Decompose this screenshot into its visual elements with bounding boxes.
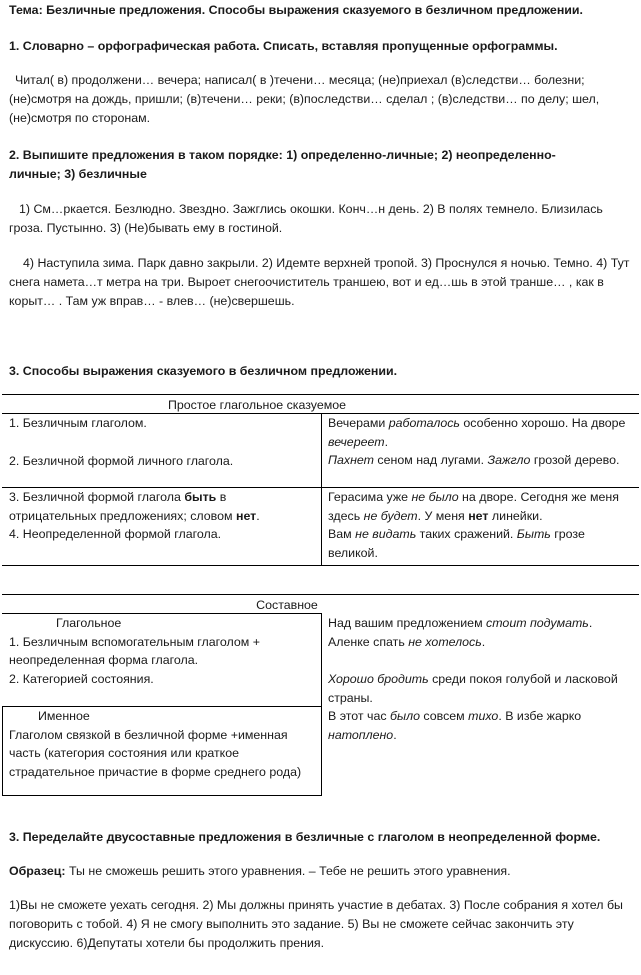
compound-nominal-cell bbox=[9, 707, 317, 781]
simple-example-3: Герасима уже не было на дворе. Сегодня же меня здесь не будет. У меня нет линейки. bbox=[328, 490, 619, 523]
compound-verbal-examples bbox=[328, 614, 630, 707]
task2-para1: 1) См…ркается. Безлюдно. Звездно. Зажглись окошки. Конч…н день. 2) В полях темнело. Близилась гроза. Пустынно. 3) (Не)бывать ему в гостиной. bbox=[9, 202, 603, 235]
compound-example-3: Хорошо бродить среди покоя голубой и ласковой страны. bbox=[328, 672, 618, 705]
simple-method-2: 2. Безличной формой личного глагола. bbox=[9, 453, 234, 468]
compound-nominal-examples bbox=[328, 707, 630, 744]
compound-verbal-item-1: 1. Безличным вспомогательным глаголом + неопределенная форма глагола. bbox=[9, 634, 260, 667]
sample-label: Образец: bbox=[9, 864, 66, 878]
task4-heading: 3. Переделайте двусоставные предложения в безличные с глаголом в неопределенной форме. bbox=[9, 830, 601, 844]
task1-heading: 1. Словарно – орфографическая работа. Списать, вставляя пропущенные орфограммы. bbox=[9, 39, 558, 53]
simple-example-4: Вам не видать таких сражений. Быть грозе великой. bbox=[328, 527, 585, 560]
task2-para2: 4) Наступила зима. Парк давно закрыли. 2) Идемте верхней тропой. 3) Проснулся я ночью. Темно. 4) Тут снега намета…т метра на три. Выроет снегоочиститель траншею, вот и ед…шь в этой транше… , как в корыт… . Там уж вправ… - влев… (не)свершешь. bbox=[9, 256, 630, 308]
task4-text: 1)Вы не сможете уехать сегодня. 2) Мы должны принять участие в дебатах. 3) После собрания я хотел бы поговорить с тобой. 4) Я не смогу выполнить это задание. 5) Вы не сможете сейчас закончить эту дискуссию. 6)Депутаты хотели бы продолжить прения. bbox=[9, 898, 623, 950]
compound-example-1: Над вашим предложением стоит подумать. bbox=[328, 616, 593, 630]
task3-heading: 3. Способы выражения сказуемого в безличном предложении. bbox=[9, 364, 398, 378]
task4-sample bbox=[9, 862, 635, 881]
simple-row1-left bbox=[9, 414, 317, 470]
task1-text: Читал( в) продолжени… вечера; написал( в )течени… месяца; (не)приехал (в)следстви… болезни; (не)смотря на дождь, пришли; (в)течени… реки; (в)последстви… сделал ; (в)следстви… по делу; шел,(не)смотря по сторонам. bbox=[9, 73, 600, 125]
compound-table-caption: Составное bbox=[256, 598, 318, 612]
task2-heading: 2. Выпишите предложения в таком порядке: 1) определенно-личные; 2) неопределенно-личные; 3) безличные bbox=[9, 148, 556, 181]
compound-nominal-text: Глаголом связкой в безличной форме +именная часть (категория состояния или краткое страдательное причастие в форме среднего рода) bbox=[9, 727, 302, 779]
compound-verbal-cell bbox=[9, 614, 317, 688]
simple-method-3: 3. Безличной формой глагола быть в отрицательных предложениях; словом нет. bbox=[9, 490, 260, 523]
compound-example-2: Аленке спать не хотелось. bbox=[328, 634, 486, 649]
compound-verbal-label: Глагольное bbox=[56, 616, 122, 630]
simple-method-4: 4. Неопределенной формой глагола. bbox=[9, 527, 222, 541]
simple-table-caption: Простое глагольное сказуемое bbox=[167, 398, 347, 412]
compound-verbal-item-2: 2. Категорией состояния. bbox=[9, 671, 154, 686]
simple-example-1: Вечерами работалось особенно хорошо. На дворе вечереет. bbox=[328, 416, 626, 449]
compound-example-4: В этот час было совсем тихо. В избе жарко натоплено. bbox=[328, 709, 582, 742]
simple-example-2: Пахнет сеном над лугами. Зажгло грозой дерево. bbox=[328, 453, 620, 467]
compound-nominal-label: Именное bbox=[38, 709, 90, 723]
simple-row1-right bbox=[328, 414, 628, 470]
sample-text: Ты не сможешь решить этого уравнения. – Тебе не решить этого уравнения. bbox=[65, 864, 511, 878]
simple-row2-left bbox=[9, 488, 317, 544]
simple-row2-right bbox=[328, 488, 630, 562]
simple-method-1: 1. Безличным глаголом. bbox=[9, 416, 147, 430]
topic-title: Тема: Безличные предложения. Способы выражения сказуемого в безличном предложении. bbox=[9, 3, 583, 17]
